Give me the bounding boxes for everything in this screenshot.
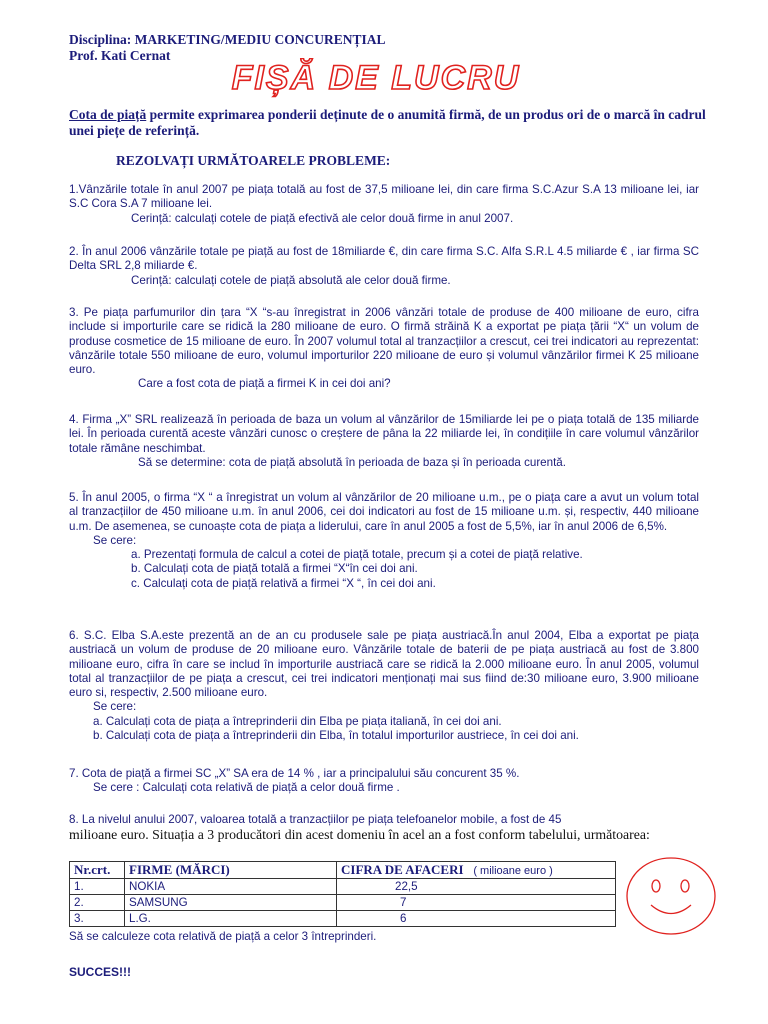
problem-5-a: a. Prezentați formula de calcul a cotei de piață totale, precum și a cotei de piață relative. (131, 548, 583, 562)
problem-1-text: 1.Vânzările totale în anul 2007 pe piața totală au fost de 37,5 milioane lei, din care firma S.C.Azur S.A 13 milioane lei, iar S.C Cora S.A 7 milioane lei. (69, 183, 699, 211)
row-3-value: 6 (337, 911, 616, 927)
problem-6-a: a. Calculați cota de piața a întreprinderii din Elba pe piața italiană, în cei doi ani. (93, 714, 502, 728)
problem-4-task: Să se determine: cota de piață absolută în perioada de baza și în perioada curentă. (138, 455, 566, 469)
header-nr: Nr.crt. (70, 862, 125, 879)
problem-8 (69, 813, 699, 843)
problem-6-text: 6. S.C. Elba S.A.este prezentă an de an cu produsele sale pe piața austriacă.În anul 2004, Elba a exportat pe piața austriacă un volum de produse de 20 milioane euro. Vânzările totale de baterii de pe piața austriacă au fost de 3.800 milioane euro, cifra în care se includ în importurile austriacă care se ridică la 2.000 milioane euro. În anul 2005, volumul total al tranzacțiilor de pe piața a crescut, cei trei indicatori menționați mai sus fiind de:30 milioane euro, 3.900 milioane euro si, respectiv, 2.500 milioane euro. (69, 629, 699, 700)
intro-text: permite exprimarea ponderii deținute de o anumită firmă, de un produs ori de o marcă în cadrul unei piețe de referință. (69, 107, 706, 138)
problem-8-task: Să se calculeze cota relativă de piață a celor 3 întreprinderi. (69, 930, 377, 943)
problem-1 (69, 183, 699, 226)
header-revenue-unit: ( milioane euro ) (473, 865, 553, 877)
closing-text: SUCCES!!! (69, 965, 131, 979)
header-revenue (337, 862, 616, 879)
table-row (70, 895, 616, 911)
row-2-nr: 2. (70, 895, 125, 911)
row-1-firm: NOKIA (125, 879, 337, 895)
problem-2-task: Cerință: calculați cotele de piață absolută ale celor două firme. (131, 273, 451, 287)
problem-6 (69, 629, 699, 743)
problem-3-text: 3. Pe piața parfumurilor din țara “X “s-au înregistrat in 2006 vânzări totale de produse de 400 milioane de euro, cifra include si importurile care se ridică la 280 milioane de euro. O firmă străină K a exportat pe piața țării “X“ un volum de produse cosmetice de 15 milioane de euro. În 2007 volumul total al tranzacțiilor a crescut, cei trei indicatori au reprezentat: vânzările totale 550 milioane de euro, volumul importurilor 220 milioane de euro și volumul vânzărilor firmei K 25 milioane euro. (69, 306, 699, 377)
discipline-line: Disciplina: MARKETING/MEDIU CONCURENȚIAL (69, 32, 386, 47)
title-text: FIȘĂ DE LUCRU (231, 59, 521, 97)
row-1-value: 22,5 (337, 879, 616, 895)
row-2-firm: SAMSUNG (125, 895, 337, 911)
row-1-nr: 1. (70, 879, 125, 895)
problem-5-se-cere: Se cere: (93, 533, 137, 547)
row-3-firm: L.G. (125, 911, 337, 927)
problem-2-text: 2. În anul 2006 vânzările totale pe piață au fost de 18miliarde €, din care firma S.C. Alfa S.R.L 4.5 miliarde € , iar firma SC Delta SRL 2,8 miliarde €. (69, 245, 699, 273)
problem-3-task: Care a fost cota de piață a firmei K in cei doi ani? (138, 377, 391, 391)
problem-8-text-big: milioane euro. Situația a 3 producători din acest domeniu în acel an a fost conform tabelului, următoarea: (69, 827, 650, 843)
intro-paragraph (69, 107, 709, 139)
problem-5-text: 5. În anul 2005, o firma “X “ a înregistrat un volum al vânzărilor de 20 milioane u.m., pe o piața care a avut un volum total al tranzacțiilor de 450 milioane u.m. în anul 2006, cei doi indicatori au fost de 15 milioane u.m. și, respectiv, 440 milioane u.m. De asemenea, se cunoaște cota de piața a liderului, care în anul 2005 a fost de 5,5%, iar în anul 2006 de 6,5%. (69, 491, 699, 533)
smiley-face-icon (625, 856, 717, 936)
problem-6-b: b. Calculați cota de piața a întreprinderii din Elba, în totalul importurilor austriece, în cei doi ani. (93, 729, 579, 743)
problem-5-c: c. Calculați cota de piață relativă a firmei “X “, în cei doi ani. (131, 576, 436, 590)
problem-4 (69, 413, 699, 470)
row-3-nr: 3. (70, 911, 125, 927)
problem-7 (69, 767, 699, 796)
instruction-heading: REZOLVAȚI URMĂTOARELE PROBLEME: (116, 153, 391, 168)
intro-term: Cota de piață (69, 107, 147, 122)
problem-5 (69, 491, 699, 591)
problem-4-text: 4. Firma „X” SRL realizează în perioada de baza un volum al vânzărilor de 15miliarde lei pe o piața totală de 135 miliarde lei. În perioada curentă aceste vânzări cunosc o creștere de pâna la 22 miliarde lei, în condițiile în care volumul vânzărilor totale rămâne neschimbat. (69, 413, 699, 455)
problem-8-text-small: 8. La nivelul anului 2007, valoarea totală a tranzacțiilor pe piața telefoanelor mobile, a fost de 45 (69, 813, 562, 826)
problem-8-task-block (69, 930, 699, 944)
table-row (70, 879, 616, 895)
problem-7-task: Se cere : Calculați cota relativă de piață a celor două firme . (93, 781, 400, 795)
worksheet-title (196, 58, 556, 98)
problem-6-se-cere: Se cere: (93, 700, 137, 714)
problem-1-task: Cerință: calculați cotele de piață efectivă ale celor două firme in anul 2007. (131, 211, 514, 225)
header-firms: FIRME (MĂRCI) (125, 862, 337, 879)
problem-3 (69, 306, 699, 392)
problem-2 (69, 245, 699, 288)
table-header-row (70, 862, 616, 879)
header-revenue-label: CIFRA DE AFACERI (341, 862, 464, 877)
problem-5-b: b. Calculați cota de piață totală a firmei “X“în cei doi ani. (131, 562, 418, 576)
firms-table (69, 861, 616, 927)
professor-line: Prof. Kati Cernat (69, 48, 171, 63)
problem-7-text: 7. Cota de piață a firmei SC „X” SA era de 14 % , iar a principalului său concurent 35 %. (69, 767, 520, 780)
table-row (70, 911, 616, 927)
row-2-value: 7 (337, 895, 616, 911)
